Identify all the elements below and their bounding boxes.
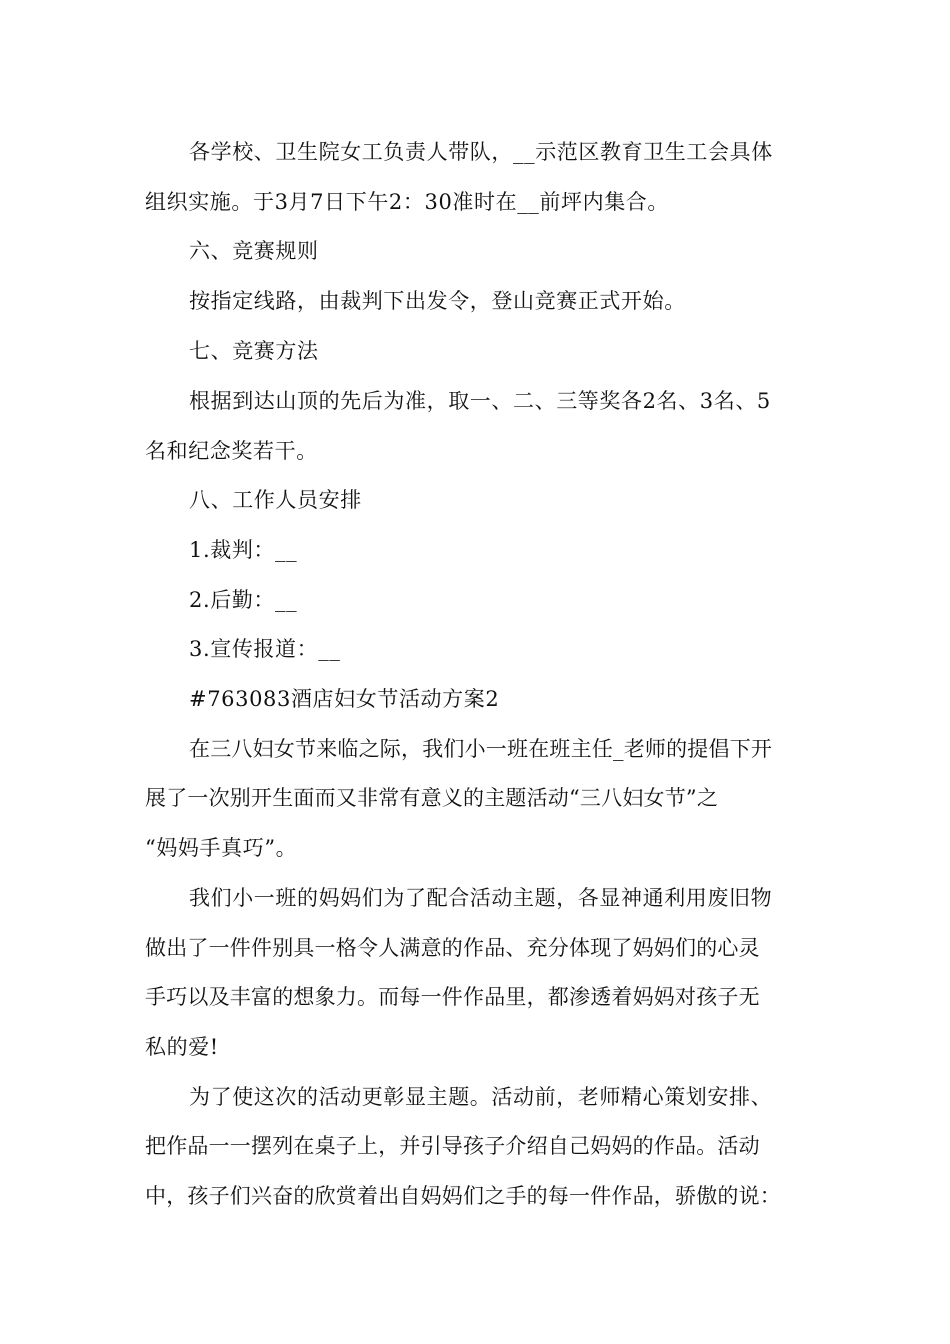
section-heading: 七、竞赛方法 — [189, 339, 319, 363]
paragraph-line: 为了使这次的活动更彰显主题。活动前，老师精心策划安排、 — [189, 1085, 773, 1109]
paragraph-line: 组织实施。于3月7日下午2：30准时在__前坪内集合。 — [145, 190, 670, 214]
paragraph-line: 手巧以及丰富的想象力。而每一件作品里，都渗透着妈妈对孩子无 — [145, 985, 760, 1009]
document-title: #763083酒店妇女节活动方案2 — [189, 687, 500, 711]
paragraph-line: 根据到达山顶的先后为准，取一、二、三等奖各2名、3名、5 — [189, 389, 771, 413]
paragraph-line: 在三八妇女节来临之际，我们小一班在班主任_老师的提倡下开 — [189, 737, 773, 761]
paragraph-line: 中，孩子们兴奋的欣赏着出自妈妈们之手的每一件作品，骄傲的说： — [145, 1184, 781, 1208]
paragraph-line: 名和纪念奖若干。 — [145, 439, 318, 463]
list-item: 2.后勤：__ — [189, 588, 298, 612]
paragraph-line: 私的爱! — [145, 1035, 219, 1059]
paragraph-line: 各学校、卫生院女工负责人带队，__示范区教育卫生工会具体 — [189, 140, 773, 164]
paragraph-line: 展了一次别开生面而又非常有意义的主题活动“三八妇女节”之 — [145, 786, 719, 810]
section-heading: 六、竞赛规则 — [189, 239, 319, 263]
list-item: 3.宣传报道：__ — [189, 637, 341, 661]
paragraph-line: 做出了一件件别具一格令人满意的作品、充分体现了妈妈们的心灵 — [145, 936, 760, 960]
paragraph-line: “妈妈手真巧”。 — [145, 836, 298, 860]
paragraph-line: 按指定线路，由裁判下出发令，登山竞赛正式开始。 — [189, 289, 686, 313]
paragraph-line: 把作品一一摆列在桌子上，并引导孩子介绍自己妈妈的作品。活动 — [145, 1134, 760, 1158]
list-item: 1.裁判：__ — [189, 538, 298, 562]
section-heading: 八、工作人员安排 — [189, 488, 362, 512]
paragraph-line: 我们小一班的妈妈们为了配合活动主题，各显神通利用废旧物 — [189, 886, 773, 910]
